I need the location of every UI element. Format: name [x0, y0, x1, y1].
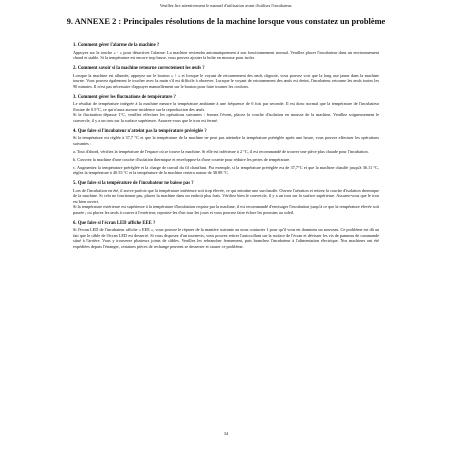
faq-answer-paragraph: Appuyez sur la touche « - » pour désactiver l'alarme. La machine reviendra automatiquement à son fonctionnement normal. Veuillez placer l'incubateur dans un environnement chaud et stable. Si la température est encore trop basse, vous pouvez ajouter la boîte en mousse pour isoler. — [73, 49, 379, 60]
faq-answer-paragraph: Lors de l'incubation en été, il arrive parfois que la température intérieure soit trop élevée, ce qui entraîne une surchauffe. Ouvrez l'aération et retirez la couche d'isolation thermique de la machine. Si cela ne fonctionne pas, placez la machine dans un endroit plus frais. Vérifiez bien le couvercle, il y a un trou sur la surface supérieure. Assurez-vous que le trou est bien ouvert. — [73, 188, 379, 204]
faq-section — [73, 66, 379, 89]
faq-section — [73, 181, 379, 215]
faq-answer-paragraph: Si l'écran LED de l'incubateur affiche « EEE », vous pouvez le réparer de la manière suivante au nous contacter 1 pour qu'il vous en donnions un nouveau. Ce problème est dû au fait que le câble de l'écran LED est desserré. Si vous disposez d'un tournevis, vous pouvez retirer l'autocollant sur la surface de l'écran et dévisser les vis de panneau de commande situé à l'arrière. Vous y trouverez plusieurs joints de câbles. Veuillez les rebrancher fermement, puis branchez l'incubateur à l'alimentation électrique. Nos machines ont été expédiées depuis l'étranger, certaines pièces de rechange peuvent se desserrer et causer ce problème. — [73, 227, 379, 249]
faq-answer-paragraph: c. Augmentez la température préréglée et la charge de travail du fil chauffant. Par exemple, si la température préréglée est de 37,7°C et que la machine chauffe jusqu'à 36.11 °C, réglez la température à 40.55 °C et la température de la machine restera autour de 38.88 °C. — [73, 164, 379, 176]
faq-answer-paragraph: Si la température extérieure est supérieure à la température d'incubation requise par la machine, il est recommandé d'envisager l'incubation jusqu'à ce que la température élevée soit passée ; ou placez les œufs à couver à l'extérieur, reportez-les d'un tour les jours et vous pourrez faire éclore les poussins au soleil. — [73, 204, 379, 215]
faq-answer-paragraph: Le résultat de température intégrée à la machine mesure la température ambiante à une fréquence de 6 fois par seconde. Il est donc normal que la température de l'incubateur fluctue de 0.5°C, ce qui n'aura aucune incidence sur la reproduction des œufs. — [73, 101, 379, 112]
faq-section — [73, 43, 379, 60]
faq-answer-paragraph: Si la fluctuation dépasse 1°C, veuillez effectuer les opérations suivantes : fermez l'évent, placez la couche d'isolation en mousse de la machine. Veuillez soigneusement le couvercle, il y a un trou sur la surface supérieure. Assurez-vous que le trou est fermé. — [73, 112, 379, 123]
annex-content — [73, 43, 379, 249]
running-head: Veuillez lire attentivement le manuel d'utilisation avant d'utiliser l'incubateur. — [159, 3, 293, 8]
faq-question: 3. Comment gérer les fluctuations de température ? — [73, 94, 176, 100]
faq-section — [73, 221, 379, 249]
faq-question: 1. Comment gérer l'alarme de la machine ? — [73, 43, 160, 48]
faq-answer-paragraph: b. Couvrez la machine d'une couche d'isolation thermique et enveloppez-la d'une couette pour réduire les pertes de température. — [73, 156, 291, 162]
faq-section — [73, 129, 379, 176]
page-number: 34 — [223, 431, 229, 436]
faq-question: 4. Que faire si l'incubateur n'atteint pas la température préréglée ? — [73, 128, 207, 134]
faq-question: 2. Comment savoir si la machine retourne correctement les œufs ? — [73, 66, 205, 72]
faq-question: 6. Que faire si l'écran LED affiche EEE ? — [73, 220, 156, 226]
faq-answer-paragraph: Lorsque la machine est allumée, appuyez sur le bouton « ↑ » et lorsque le voyant de retournement des œufs clignote, vous pouvez voir que la long axe jaune dans la machine tourne. Vous pouvez également le toucher avec la main s'il est difficile à observer. Lorsque le voyant de retournement des œufs est éteint, l'incubateur retourne les œufs toutes les 90 minutes. Il n'est pas nécessaire d'appuyer manuellement sur le bouton pour faire tourner les couloirs. — [73, 72, 379, 89]
faq-section — [73, 95, 379, 123]
faq-answer-paragraph: Si la température est réglée à 37,7 °C et que la température de la machine ne peut pas atteindre la température préréglée après une heure, vous pouvez effectuer les opérations suivantes : — [73, 135, 379, 146]
page-title: 9. ANNEXE 2 : Principales résolutions de la machine lorsque vous constatez un problème — [66, 17, 386, 26]
faq-question: 5. Que faire si la température de l'incubateur ne baisse pas ? — [73, 181, 194, 187]
faq-answer-paragraph: a. Tout d'abord, vérifiez la température de l'espace où se trouve la machine. Si elle est inférieure à 2 °C, il est recommandé de trouver une pièce plus chaude pour l'incubation. — [73, 148, 369, 154]
